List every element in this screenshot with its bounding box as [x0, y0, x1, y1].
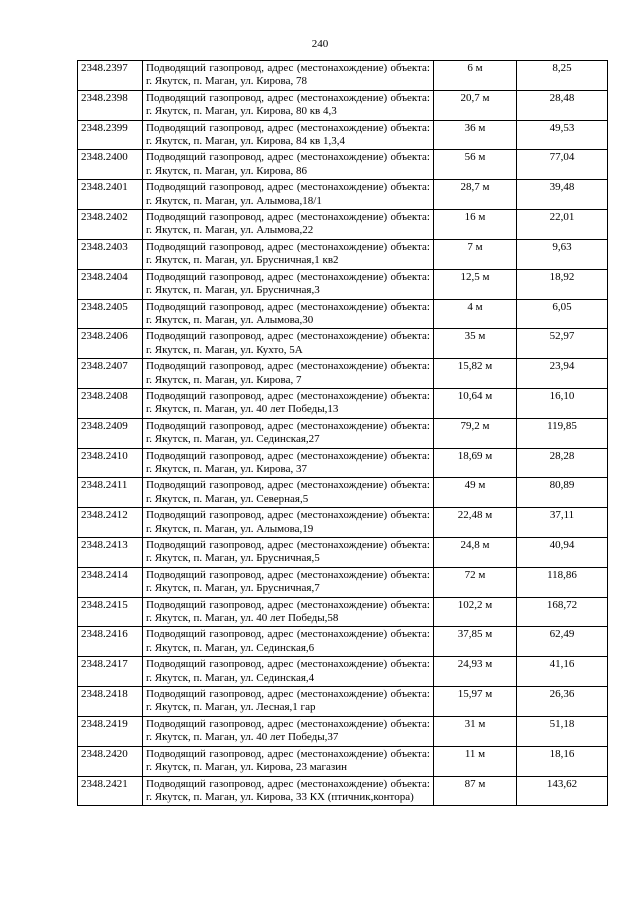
description-cell: Подводящий газопровод, адрес (местонахождение) объекта: г. Якутск, п. Маган, ул. Алымова,19: [143, 508, 434, 538]
table-row: [78, 687, 608, 717]
length-cell: 72 м: [434, 567, 517, 597]
table-row: [78, 538, 608, 568]
value-cell: 143,62: [517, 776, 608, 806]
description-cell: Подводящий газопровод, адрес (местонахождение) объекта: г. Якутск, п. Маган, ул. Кухто, 5А: [143, 329, 434, 359]
row-number-cell: 2348.2419: [78, 716, 143, 746]
value-cell: 26,36: [517, 687, 608, 717]
value-cell: 23,94: [517, 359, 608, 389]
value-cell: 118,86: [517, 567, 608, 597]
length-cell: 37,85 м: [434, 627, 517, 657]
length-cell: 20,7 м: [434, 90, 517, 120]
length-cell: 79,2 м: [434, 418, 517, 448]
length-cell: 28,7 м: [434, 180, 517, 210]
value-cell: 22,01: [517, 210, 608, 240]
description-cell: Подводящий газопровод, адрес (местонахождение) объекта: г. Якутск, п. Маган, ул. Сединская,4: [143, 657, 434, 687]
description-cell: Подводящий газопровод, адрес (местонахождение) объекта: г. Якутск, п. Маган, ул. Северная,5: [143, 478, 434, 508]
table-row: [78, 329, 608, 359]
table-row: [78, 746, 608, 776]
table-row: [78, 418, 608, 448]
length-cell: 87 м: [434, 776, 517, 806]
row-number-cell: 2348.2400: [78, 150, 143, 180]
description-cell: Подводящий газопровод, адрес (местонахождение) объекта: г. Якутск, п. Маган, ул. Кирова, 37: [143, 448, 434, 478]
description-cell: Подводящий газопровод, адрес (местонахождение) объекта: г. Якутск, п. Маган, ул. Брусничная,3: [143, 269, 434, 299]
value-cell: 18,92: [517, 269, 608, 299]
value-cell: 49,53: [517, 120, 608, 150]
length-cell: 10,64 м: [434, 388, 517, 418]
row-number-cell: 2348.2402: [78, 210, 143, 240]
table-row: [78, 239, 608, 269]
table-row: [78, 508, 608, 538]
description-cell: Подводящий газопровод, адрес (местонахождение) объекта: г. Якутск, п. Маган, ул. Брусничная,7: [143, 567, 434, 597]
row-number-cell: 2348.2420: [78, 746, 143, 776]
table-row: [78, 150, 608, 180]
description-cell: Подводящий газопровод, адрес (местонахождение) объекта: г. Якутск, п. Маган, ул. Кирова, 86: [143, 150, 434, 180]
length-cell: 4 м: [434, 299, 517, 329]
table-row: [78, 478, 608, 508]
row-number-cell: 2348.2412: [78, 508, 143, 538]
description-cell: Подводящий газопровод, адрес (местонахождение) объекта: г. Якутск, п. Маган, ул. Алымова,30: [143, 299, 434, 329]
length-cell: 15,82 м: [434, 359, 517, 389]
table-row: [78, 359, 608, 389]
description-cell: Подводящий газопровод, адрес (местонахождение) объекта: г. Якутск, п. Маган, ул. Кирова, 33 КХ (птичник,контора): [143, 776, 434, 806]
row-number-cell: 2348.2411: [78, 478, 143, 508]
row-number-cell: 2348.2415: [78, 597, 143, 627]
registry-table: [77, 60, 608, 806]
table-row: [78, 597, 608, 627]
value-cell: 6,05: [517, 299, 608, 329]
table-row: [78, 180, 608, 210]
length-cell: 22,48 м: [434, 508, 517, 538]
value-cell: 8,25: [517, 61, 608, 91]
table-row: [78, 269, 608, 299]
row-number-cell: 2348.2410: [78, 448, 143, 478]
length-cell: 35 м: [434, 329, 517, 359]
table-row: [78, 120, 608, 150]
description-cell: Подводящий газопровод, адрес (местонахождение) объекта: г. Якутск, п. Маган, ул. Брусничная,1 кв2: [143, 239, 434, 269]
row-number-cell: 2348.2401: [78, 180, 143, 210]
value-cell: 28,48: [517, 90, 608, 120]
row-number-cell: 2348.2404: [78, 269, 143, 299]
row-number-cell: 2348.2418: [78, 687, 143, 717]
table-row: [78, 627, 608, 657]
description-cell: Подводящий газопровод, адрес (местонахождение) объекта: г. Якутск, п. Маган, ул. Кирова, 78: [143, 61, 434, 91]
value-cell: 52,97: [517, 329, 608, 359]
length-cell: 31 м: [434, 716, 517, 746]
row-number-cell: 2348.2414: [78, 567, 143, 597]
value-cell: 62,49: [517, 627, 608, 657]
description-cell: Подводящий газопровод, адрес (местонахождение) объекта: г. Якутск, п. Маган, ул. Сединская,6: [143, 627, 434, 657]
value-cell: 119,85: [517, 418, 608, 448]
row-number-cell: 2348.2409: [78, 418, 143, 448]
value-cell: 41,16: [517, 657, 608, 687]
description-cell: Подводящий газопровод, адрес (местонахождение) объекта: г. Якутск, п. Маган, ул. Лесная,1 гар: [143, 687, 434, 717]
description-cell: Подводящий газопровод, адрес (местонахождение) объекта: г. Якутск, п. Маган, ул. Брусничная,5: [143, 538, 434, 568]
length-cell: 12,5 м: [434, 269, 517, 299]
table-row: [78, 716, 608, 746]
value-cell: 80,89: [517, 478, 608, 508]
table-row: [78, 299, 608, 329]
length-cell: 24,8 м: [434, 538, 517, 568]
length-cell: 18,69 м: [434, 448, 517, 478]
length-cell: 7 м: [434, 239, 517, 269]
description-cell: Подводящий газопровод, адрес (местонахождение) объекта: г. Якутск, п. Маган, ул. Кирова, 7: [143, 359, 434, 389]
row-number-cell: 2348.2417: [78, 657, 143, 687]
table-row: [78, 388, 608, 418]
length-cell: 24,93 м: [434, 657, 517, 687]
row-number-cell: 2348.2421: [78, 776, 143, 806]
registry-table-body: [78, 61, 608, 806]
length-cell: 16 м: [434, 210, 517, 240]
row-number-cell: 2348.2416: [78, 627, 143, 657]
value-cell: 37,11: [517, 508, 608, 538]
row-number-cell: 2348.2403: [78, 239, 143, 269]
description-cell: Подводящий газопровод, адрес (местонахождение) объекта: г. Якутск, п. Маган, ул. Кирова, 80 кв 4,3: [143, 90, 434, 120]
description-cell: Подводящий газопровод, адрес (местонахождение) объекта: г. Якутск, п. Маган, ул. 40 лет Победы,37: [143, 716, 434, 746]
row-number-cell: 2348.2413: [78, 538, 143, 568]
value-cell: 77,04: [517, 150, 608, 180]
value-cell: 18,16: [517, 746, 608, 776]
value-cell: 40,94: [517, 538, 608, 568]
page-number: 240: [311, 38, 329, 50]
row-number-cell: 2348.2408: [78, 388, 143, 418]
length-cell: 49 м: [434, 478, 517, 508]
length-cell: 11 м: [434, 746, 517, 776]
length-cell: 36 м: [434, 120, 517, 150]
description-cell: Подводящий газопровод, адрес (местонахождение) объекта: г. Якутск, п. Маган, ул. Кирова, 23 магазин: [143, 746, 434, 776]
value-cell: 16,10: [517, 388, 608, 418]
row-number-cell: 2348.2407: [78, 359, 143, 389]
description-cell: Подводящий газопровод, адрес (местонахождение) объекта: г. Якутск, п. Маган, ул. Сединская,27: [143, 418, 434, 448]
row-number-cell: 2348.2406: [78, 329, 143, 359]
row-number-cell: 2348.2399: [78, 120, 143, 150]
row-number-cell: 2348.2405: [78, 299, 143, 329]
value-cell: 168,72: [517, 597, 608, 627]
table-row: [78, 210, 608, 240]
length-cell: 15,97 м: [434, 687, 517, 717]
description-cell: Подводящий газопровод, адрес (местонахождение) объекта: г. Якутск, п. Маган, ул. 40 лет Победы,13: [143, 388, 434, 418]
description-cell: Подводящий газопровод, адрес (местонахождение) объекта: г. Якутск, п. Маган, ул. Алымова,22: [143, 210, 434, 240]
table-row: [78, 657, 608, 687]
description-cell: Подводящий газопровод, адрес (местонахождение) объекта: г. Якутск, п. Маган, ул. Кирова, 84 кв 1,3,4: [143, 120, 434, 150]
value-cell: 39,48: [517, 180, 608, 210]
table-row: [78, 776, 608, 806]
table-row: [78, 61, 608, 91]
row-number-cell: 2348.2397: [78, 61, 143, 91]
table-row: [78, 448, 608, 478]
table-row: [78, 567, 608, 597]
length-cell: 6 м: [434, 61, 517, 91]
description-cell: Подводящий газопровод, адрес (местонахождение) объекта: г. Якутск, п. Маган, ул. 40 лет Победы,58: [143, 597, 434, 627]
row-number-cell: 2348.2398: [78, 90, 143, 120]
length-cell: 102,2 м: [434, 597, 517, 627]
value-cell: 51,18: [517, 716, 608, 746]
length-cell: 56 м: [434, 150, 517, 180]
value-cell: 9,63: [517, 239, 608, 269]
table-row: [78, 90, 608, 120]
value-cell: 28,28: [517, 448, 608, 478]
description-cell: Подводящий газопровод, адрес (местонахождение) объекта: г. Якутск, п. Маган, ул. Алымова,18/1: [143, 180, 434, 210]
